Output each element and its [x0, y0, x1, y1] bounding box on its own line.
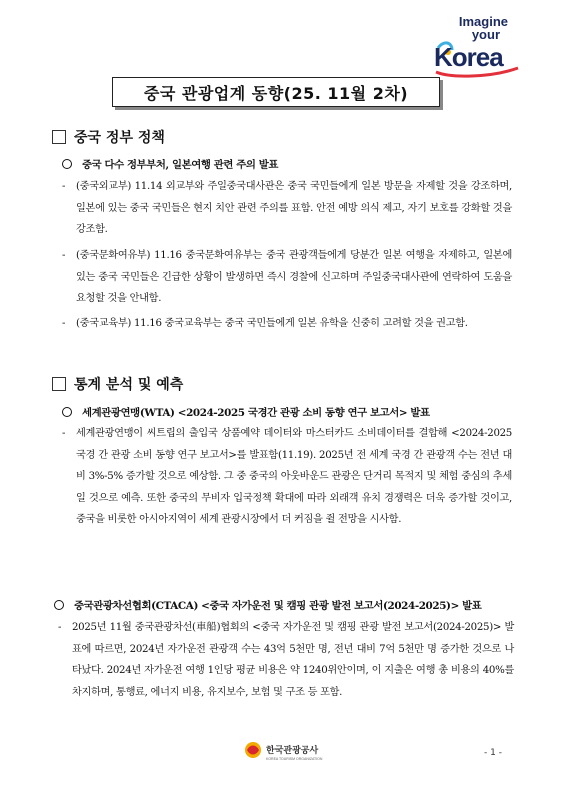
list-item-text: (중국외교부) 11.14 외교부와 주일중국대사관은 중국 국민들에게 일본 방문을 자제할 것을 강조하며, 일본에 있는 중국 국민들은 현지 치안 관련 주의를 표함. 안전 예방 의식 제고, 자기 보호를 강화할 것을 강조함.: [76, 181, 512, 235]
circle-bullet-icon: [54, 600, 64, 610]
list-item-text: 세계관광연맹이 씨트립의 출입국 상품예약 데이터와 마스터카드 소비데이터를 결합해 <2024-2025 국경 간 관광 소비 동향 연구 보고서>를 발표함(11.19). 2025년 전 세계 국경 간 관광객 수는 전년 대비 3%-5% 증가할 것으로 예상함. 그 중 중국의 아웃바운드 관광은 단거리 목적지 및 체험 중심의 추세일 것으로 예측. 또한 중국의 무비자 입국정책 확대에 따라 외래객 유치 경쟁력은 더욱 증가할 것이고, 중국을 비롯한 아시아지역이 세계 관광시장에서 더 커짐을 쥘 전망을 시사함.: [76, 428, 512, 525]
bullet-text: 중국관광차선협회(CTACA) <중국 자가운전 및 캠핑 관광 발전 보고서(2024-2025)> 발표: [74, 600, 482, 612]
logo-line-1: Imagine: [458, 14, 508, 29]
list-item: - (중국교육부) 11.16 중국교육부는 중국 국민들에게 일본 유학을 신중히 고려할 것을 권고함.: [62, 313, 512, 335]
bullet-heading: [62, 156, 278, 171]
section-heading-text: 중국 정부 정책: [74, 130, 165, 146]
bullet-heading: [54, 597, 481, 612]
circle-bullet-icon: [62, 159, 72, 169]
list-item: - (중국외교부) 11.14 외교부와 주일중국대사관은 중국 국민들에게 일본 방문을 자제할 것을 강조하며, 일본에 있는 중국 국민들은 현지 치안 관련 주의를 표함. 안전 예방 의식 제고, 자기 보호를 강화할 것을 강조함.: [62, 176, 512, 241]
bullet-text: 세계관광연맹(WTA) <2024-2025 국경간 관광 소비 동향 연구 보고서> 발표: [82, 407, 430, 419]
list-item-text: (중국문화여유부) 11.16 중국문화여유부는 중국 관광객들에게 당분간 일본 여행을 자제하고, 일본에 있는 중국 국민들은 긴급한 상황이 발생하면 즉시 경찰에 신고하며 주일중국대사관에 연락하여 도움을 요청할 것을 안내함.: [76, 250, 512, 304]
kto-emblem-icon: [244, 741, 262, 759]
checkbox-square-icon: [52, 377, 66, 391]
section-heading-statistics: [52, 374, 183, 394]
list-item-text: 2025년 11월 중국관광차선(車船)협회의 <중국 자가운전 및 캠핑 관광 발전 보고서(2024-2025)> 발표에 따르면, 2024년 자가운전 관광객 수는 43억 5천만 명, 전년 대비 7억 5천만 명 증가한 것으로 나타났다. 2024년 자가운전 여행 1인당 평균 비용은 약 1240위안이며, 이 지출은 여행 총 비용의 40%를 차지하며, 통행료, 에너지 비용, 유지보수, 보험 및 구조 등 포함.: [72, 622, 514, 698]
imagine-your-korea-logo: [430, 12, 522, 76]
list-item: - 2025년 11월 중국관광차선(車船)협회의 <중국 자가운전 및 캠핑 관광 발전 보고서(2024-2025)> 발표에 따르면, 2024년 자가운전 관광객 수는 43억 5천만 명, 전년 대비 7억 5천만 명 증가한 것으로 나타났다. 2024년 자가운전 여행 1인당 평균 비용은 약 1240위안이며, 이 지출은 여행 총 비용의 40%를 차지하며, 통행료, 에너지 비용, 유지보수, 보험 및 구조 등 포함.: [58, 617, 514, 703]
section-heading-policy: [52, 127, 165, 147]
list-item: - (중국문화여유부) 11.16 중국문화여유부는 중국 관광객들에게 당분간 일본 여행을 자제하고, 일본에 있는 중국 국민들은 긴급한 상황이 발생하면 즉시 경찰에 신고하며 주일중국대사관에 연락하여 도움을 요청할 것을 안내함.: [62, 245, 512, 310]
section-heading-text: 통계 분석 및 예측: [74, 377, 184, 393]
list-item-text: (중국교육부) 11.16 중국교육부는 중국 국민들에게 일본 유학을 신중히 고려할 것을 권고함.: [76, 318, 468, 329]
page-number: - 1 -: [484, 748, 502, 758]
kto-logo: [244, 738, 322, 761]
page-title: 중국 관광업계 동향(25. 11월 2차): [112, 77, 440, 107]
org-subtitle: KOREA TOURISM ORGANIZATION: [266, 757, 323, 761]
bullet-heading: [62, 404, 430, 419]
checkbox-square-icon: [52, 130, 66, 144]
logo-line-3: Korea: [434, 42, 503, 72]
logo-line-2: your: [471, 27, 500, 42]
circle-bullet-icon: [62, 407, 72, 417]
bullet-text: 중국 다수 정부부처, 일본여행 관련 주의 발표: [82, 159, 278, 171]
org-name: 한국관광공사: [266, 746, 319, 756]
list-item: - 세계관광연맹이 씨트립의 출입국 상품예약 데이터와 마스터카드 소비데이터를 결합해 <2024-2025 국경 간 관광 소비 동향 연구 보고서>를 발표함(11.19). 2025년 전 세계 국경 간 관광객 수는 전년 대비 3%-5% 증가할 것으로 예상함. 그 중 중국의 아웃바운드 관광은 단거리 목적지 및 체험 중심의 추세일 것으로 예측. 또한 중국의 무비자 입국정책 확대에 따라 외래객 유치 경쟁력은 더욱 증가할 것이고, 중국을 비롯한 아시아지역이 세계 관광시장에서 더 커짐을 쥘 전망을 시사함.: [62, 423, 512, 531]
